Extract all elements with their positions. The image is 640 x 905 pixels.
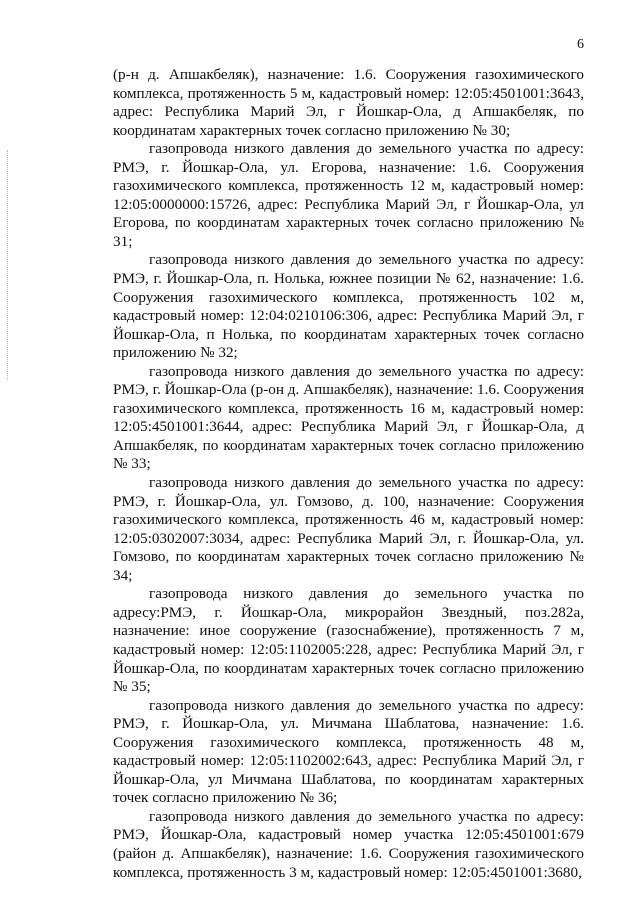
paragraph-appendix-35: газопровода низкого давления до земельного участка по адресу:РМЭ, г. Йошкар-Ола, микрорайон Звездный, поз.282а, назначение: иное сооружение (газоснабжение), протяженность 7 м, кадастровый номер: 12:05:1102005:228, адрес: Республика Марий Эл, г Йошкар-Ола, по координатам характерных точек согласно приложению № 35; (113, 585, 584, 696)
paragraph-appendix-36: газопровода низкого давления до земельного участка по адресу: РМЭ, г. Йошкар-Ола, ул. Мичмана Шаблатова, назначение: 1.6. Сооружения газохимического комплекса, протяженность 48 м, кадастровый номер: 12:05:1102002:643, адрес: Республика Марий Эл, г Йошкар-Ола, ул Мичмана Шаблатова, по координатам характерных точек согласно приложению № 36; (113, 696, 584, 807)
paragraph-appendix-33: газопровода низкого давления до земельного участка по адресу: РМЭ, г. Йошкар-Ола (р-он д. Апшакбеляк), назначение: 1.6. Сооружения газохимического комплекса, протяженность 16 м, кадастровый номер: 12:05:4501001:3644, адрес: Республика Марий Эл, г Йошкар-Ола, д Апшакбеляк, по координатам характерных точек согласно приложению № 33; (113, 362, 584, 473)
scan-binding-mark (7, 150, 9, 380)
paragraph-appendix-31: газопровода низкого давления до земельного участка по адресу: РМЭ, г. Йошкар-Ола, ул. Егорова, назначение: 1.6. Сооружения газохимического комплекса, протяженность 12 м, кадастровый номер: 12:05:0000000:15726, адрес: Республика Марий Эл, г Йошкар-Ола, ул Егорова, по координатам характерных точек согласно приложению № 31; (113, 140, 584, 250)
paragraph-final: газопровода низкого давления до земельного участка по адресу: РМЭ, Йошкар-Ола, кадастровый номер участка 12:05:4501001:679 (район д. Апшакбеляк), назначение: 1.6. Сооружения газохимического комплекса, протяженность 3 м, кадастровый номер: 12:05:4501001:3680, (113, 807, 584, 881)
page-number: 6 (577, 37, 584, 52)
paragraph-continuation: (р-н д. Апшакбеляк), назначение: 1.6. Сооружения газохимического комплекса, протяженность 5 м, кадастровый номер: 12:05:4501001:3643, адрес: Республика Марий Эл, г Йошкар-Ола, д Апшакбеляк, по координатам характерных точек согласно приложению № 30; (113, 66, 584, 139)
paragraph-appendix-32: газопровода низкого давления до земельного участка по адресу: РМЭ, г. Йошкар-Ола, п. Нолька, южнее позиции № 62, назначение: 1.6. Сооружения газохимического комплекса, протяженность 102 м, кадастровый номер: 12:04:0210106:306, адрес: Республика Марий Эл, г Йошкар-Ола, п Нолька, по координатам характерных точек согласно приложению № 32; (113, 251, 584, 362)
document-body (113, 66, 584, 882)
paragraph-appendix-34: газопровода низкого давления до земельного участка по адресу: РМЭ, г. Йошкар-Ола, ул. Гомзово, д. 100, назначение: Сооружения газохимического комплекса, протяженность 46 м, кадастровый номер: 12:05:0302007:3034, адрес: Республика Марий Эл, г. Йошкар-Ола, ул. Гомзово, по координатам характерных точек согласно приложению № 34; (113, 474, 584, 584)
